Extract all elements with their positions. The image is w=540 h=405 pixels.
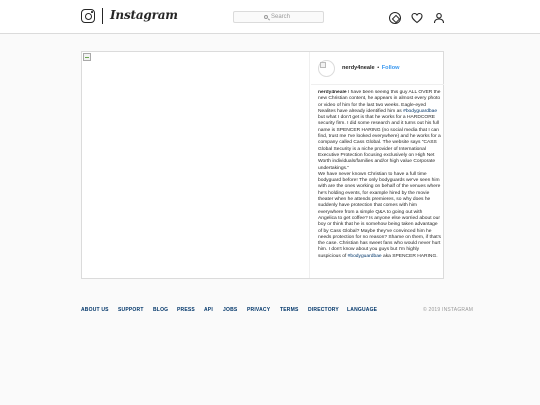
heart-icon[interactable] — [411, 12, 423, 24]
search-placeholder: Search — [271, 14, 291, 20]
footer-link-jobs[interactable]: JOBS — [223, 307, 238, 313]
caption-text-1b: but what I don't get is that he works for a HARDCORE security firm. I did some research and it turns out his full name is SPENCER HARING (no social media that I can find, trust me I've looked everywhere) and he works for a company called Cass Global. The website says "CASS Global Security is a niche provider of International Executive Protection focusing exclusively on High Net Worth individuals/families and/or high value Corporate undertakings." — [318, 115, 441, 171]
caption-text-2b: aka SPENCER HARING. — [381, 253, 438, 259]
post-caption — [318, 90, 442, 275]
post-sidebar — [311, 52, 444, 278]
copyright-text: © 2019 INSTAGRAM — [423, 307, 474, 313]
logo-divider — [102, 8, 103, 24]
instagram-wordmark[interactable]: Instagram — [110, 8, 178, 22]
footer — [81, 307, 473, 315]
footer-link-about-us[interactable]: ABOUT US — [81, 307, 109, 313]
caption-username[interactable]: nerdy4neale — [318, 90, 347, 95]
avatar[interactable] — [318, 60, 335, 77]
search-input[interactable] — [233, 11, 324, 23]
person-icon[interactable] — [433, 12, 445, 24]
footer-link-language[interactable]: LANGUAGE — [347, 307, 378, 313]
footer-link-press[interactable]: PRESS — [177, 307, 195, 313]
post-username[interactable]: nerdy4neale — [342, 65, 375, 71]
footer-link-api[interactable]: API — [204, 307, 213, 313]
instagram-glyph-icon[interactable] — [81, 9, 95, 23]
caption-paragraph-2 — [318, 172, 442, 260]
compass-icon[interactable] — [389, 12, 401, 24]
footer-link-directory[interactable]: DIRECTORY — [308, 307, 339, 313]
footer-link-terms[interactable]: TERMS — [280, 307, 299, 313]
post-card — [81, 51, 444, 279]
search-icon — [264, 15, 268, 19]
post-header — [311, 52, 444, 85]
footer-link-privacy[interactable]: PRIVACY — [247, 307, 271, 313]
hashtag-link[interactable]: #bodyguardbae — [347, 253, 382, 259]
broken-image-icon — [83, 53, 91, 61]
footer-link-blog[interactable]: BLOG — [153, 307, 169, 313]
top-navigation-bar — [0, 0, 540, 34]
caption-paragraph-1 — [318, 90, 442, 172]
hashtag-link[interactable]: #bodyguardbae — [403, 108, 438, 114]
post-header-text — [342, 65, 399, 72]
post-media[interactable] — [82, 52, 310, 278]
footer-link-support[interactable]: SUPPORT — [118, 307, 144, 313]
caption-text-1a: I have been seeing this guy ALL OVER the new Christian content, he appears in almost every photo or video of him for the last two weeks. Eagle-eyed Nealites have already identified him as — [318, 90, 441, 114]
caption-text-2a: We have never known Christian to have a full time bodyguard before! The only bodyguards we've seen him with are the ones working on behalf of the venues where he's holding events, for example hired by the movie theater when he attends premieres, so why does he suddenly have protection that comes with him everywhere from a simple Q&A to going out with Angelica to get coffee? Is anyone else worried about our boy or think that he is somehow being taken advantage of by Cass Global? Maybe they've convinced him he needs protection for no reason? Shame on them, if that's the case. Christian has sweet fans who would never hurt him. I don't know about you guys but I'm highly suspicious of — [318, 171, 442, 259]
separator-dot: • — [377, 65, 380, 71]
follow-button[interactable]: Follow — [381, 65, 400, 71]
